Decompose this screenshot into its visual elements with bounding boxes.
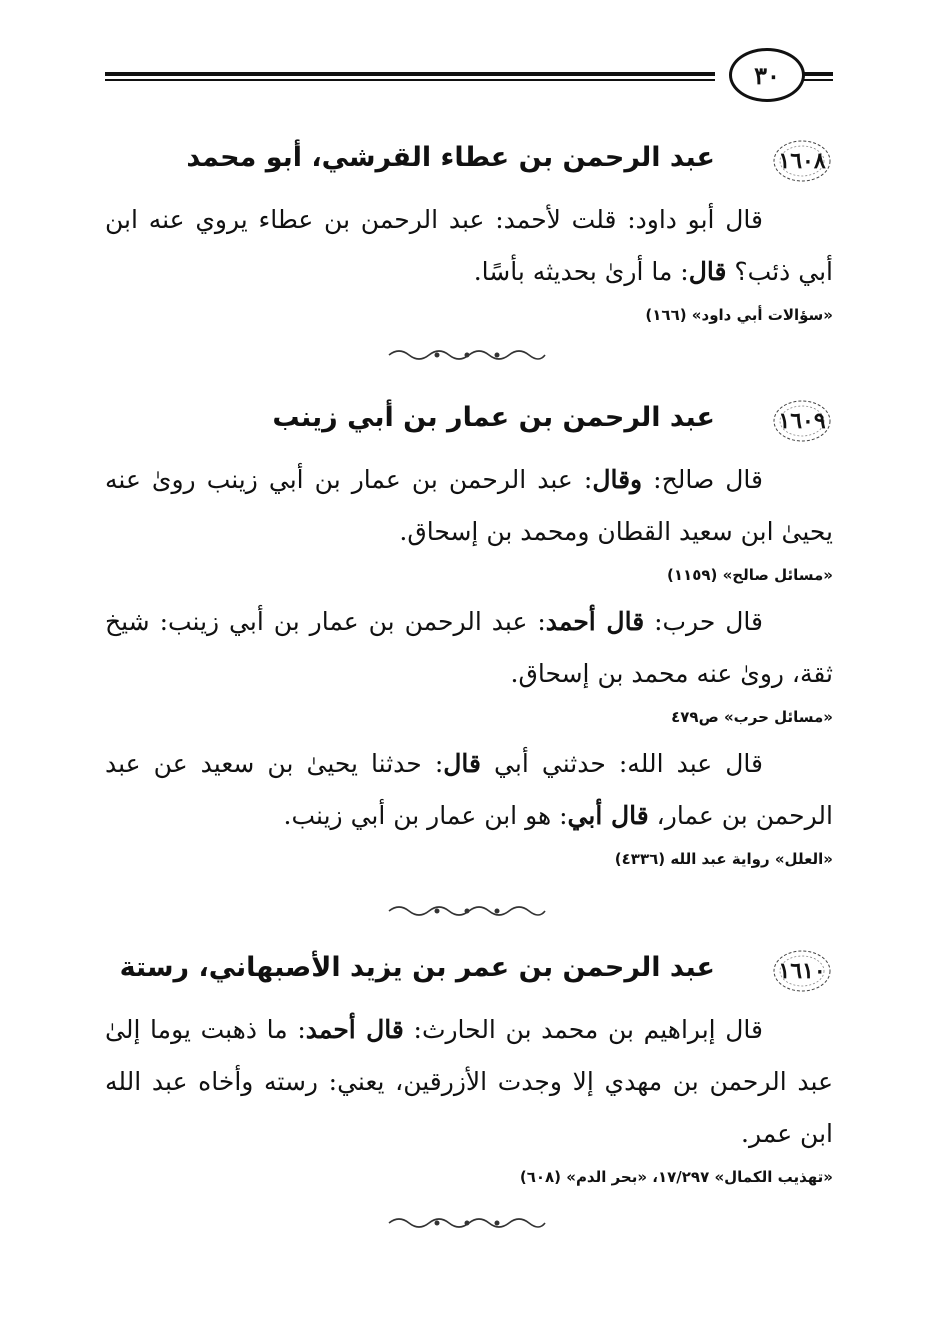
header-rule: [105, 72, 715, 76]
entry-number-badge: [771, 948, 833, 994]
biography-entry: [105, 138, 833, 336]
entry-paragraph: قال صالح: وقال: عبد الرحمن بن عمار بن أبي زينب روىٰ عنه يحيىٰ ابن سعيد القطان ومحمد بن إسحاق.: [105, 465, 833, 546]
entry-heading: [105, 398, 833, 448]
biography-entry: [105, 398, 833, 880]
entry-number-badge: [771, 398, 833, 444]
entry-number: ١٦٠٩: [778, 408, 826, 434]
entry-paragraph: قال إبراهيم بن محمد بن الحارث: قال أحمد: ما ذهبت يوما إلىٰ عبد الرحمن بن مهدي إلا وجدت الأزرقين، يعني: رسته وأخاه عبد الله ابن عمر.: [105, 1015, 833, 1148]
header-rule-right: [803, 72, 833, 76]
separator-ornament-icon: [387, 348, 547, 362]
page-header: [105, 48, 833, 106]
entry-name: عبد الرحمن بن عمار بن أبي زينب: [272, 402, 715, 433]
entry-name: عبد الرحمن بن عطاء القرشي، أبو محمد: [186, 142, 715, 173]
separator-ornament-icon: [387, 904, 547, 918]
header-rule-right-thin: [803, 79, 833, 81]
citation: «العلل» رواية عبد الله (٤٣٣٦): [614, 850, 833, 868]
entry-paragraph: قال حرب: قال أحمد: عبد الرحمن بن عمار بن أبي زينب: شيخ ثقة، روىٰ عنه محمد بن إسحاق.: [105, 607, 833, 688]
entry-number: ١٦٠٨: [778, 148, 826, 174]
biography-entry: [105, 948, 833, 1198]
entry-paragraph: قال أبو داود: قلت لأحمد: عبد الرحمن بن عطاء يروي عنه ابن أبي ذئب؟ قال: ما أرىٰ بحديثه بأسًا.: [105, 205, 833, 286]
entry-heading: [105, 138, 833, 188]
citation: «مسائل حرب» ص٤٧٩: [671, 708, 833, 726]
entry-name: عبد الرحمن بن عمر بن يزيد الأصبهاني، رستة: [119, 952, 715, 983]
page-number: ٣٠: [729, 48, 805, 102]
entry-paragraph: قال عبد الله: حدثني أبي قال: حدثنا يحيىٰ بن سعيد عن عبد الرحمن بن عمار، قال أبي: هو ابن عمار بن أبي زينب.: [105, 749, 833, 830]
entry-heading: [105, 948, 833, 998]
entry-number-badge: [771, 138, 833, 184]
citation: «تهذيب الكمال» ١٧/٢٩٧، «بحر الدم» (٦٠٨): [519, 1168, 833, 1186]
citation: «مسائل صالح» (١١٥٩): [667, 566, 833, 584]
entry-number: ١٦١٠: [778, 958, 826, 984]
citation: «سؤالات أبي داود» (١٦٦): [645, 306, 833, 324]
separator-ornament-icon: [387, 1216, 547, 1230]
header-rule-thin: [105, 79, 715, 81]
